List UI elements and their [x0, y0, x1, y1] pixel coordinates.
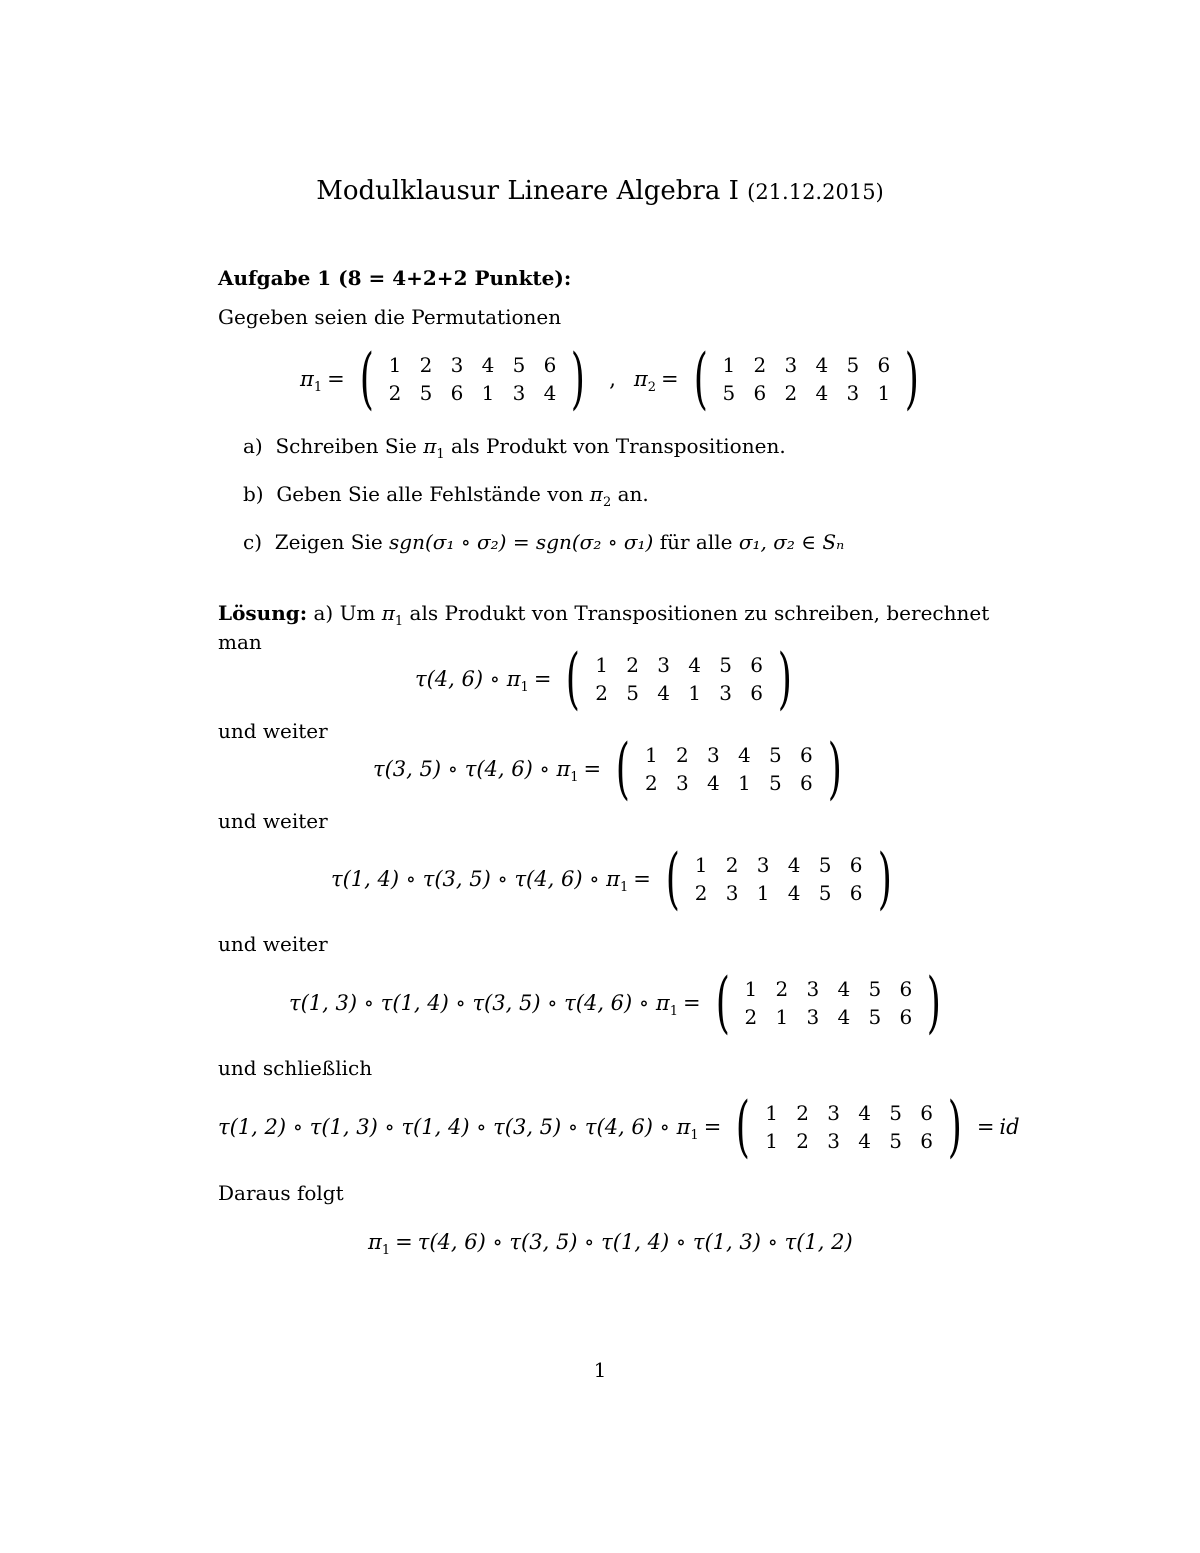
matrix-cell: 3 — [784, 353, 798, 377]
matrix-cell: 2 — [676, 743, 689, 767]
matrix-2 — [610, 730, 848, 807]
matrix-1 — [560, 640, 798, 717]
matrix-cell: 3 — [846, 381, 860, 405]
left-paren: ( — [736, 1088, 751, 1165]
matrix-cell: 6 — [849, 881, 863, 905]
matrix-cell: 3 — [707, 743, 720, 767]
right-paren: ) — [927, 964, 942, 1041]
matrix-cell: 1 — [595, 653, 609, 677]
matrix-cell: 4 — [707, 771, 720, 795]
matrix-cell: 3 — [512, 381, 526, 405]
right-paren: ) — [905, 340, 920, 417]
right-paren: ) — [827, 730, 842, 807]
matrix-cell: 6 — [899, 977, 913, 1001]
matrix-cell: 3 — [827, 1129, 840, 1153]
left-paren: ( — [566, 640, 581, 717]
matrix-cell: 2 — [725, 853, 739, 877]
page-title — [0, 176, 1200, 206]
matrix-cell: 3 — [806, 1005, 820, 1029]
title-date: (21.12.2015) — [747, 180, 884, 204]
matrix-cell: 2 — [775, 977, 789, 1001]
matrix-cell: 5 — [769, 743, 782, 767]
matrix-grid — [756, 1101, 942, 1153]
right-paren: ) — [947, 1088, 963, 1165]
matrix-cell: 1 — [645, 743, 658, 767]
matrix-cell: 2 — [388, 381, 402, 405]
matrix-cell: 5 — [719, 653, 733, 677]
matrix-cell: 3 — [756, 853, 770, 877]
equation-4: τ(1, 3) ∘ τ(1, 4) ∘ τ(3, 5) ∘ τ(4, 6) ∘ $\pi_1$ = ( 1 2 3 4 5 6 2 1 3 4 5 6 ) — [289, 970, 951, 1036]
equation-2: τ(3, 5) ∘ τ(4, 6) ∘ $\pi_1$ = ( 1 2 3 4 5 6 2 3 4 1 5 6 ) — [373, 736, 852, 802]
final-equation: $\pi_1$ = τ(4, 6) ∘ τ(3, 5) ∘ τ(1, 4) ∘ τ(1, 3) ∘ τ(1, 2) — [368, 1230, 853, 1258]
pi2-matrix — [688, 340, 926, 417]
matrix-cell: 2 — [626, 653, 640, 677]
matrix-cell: 6 — [920, 1129, 933, 1153]
matrix-cell: 1 — [694, 853, 708, 877]
matrix-grid — [636, 743, 822, 795]
matrix-cell: 6 — [849, 853, 863, 877]
solution-intro-cont: man — [218, 630, 262, 654]
separator-comma: , — [609, 367, 616, 391]
matrix-cell: 1 — [765, 1129, 778, 1153]
matrix-cell: 1 — [738, 771, 751, 795]
matrix-cell: 6 — [753, 381, 767, 405]
task-heading: Aufgabe 1 (8 = 4+2+2 Punkte): — [218, 266, 572, 290]
equation-5: τ(1, 2) ∘ τ(1, 3) ∘ τ(1, 4) ∘ τ(3, 5) ∘ τ(4, 6) ∘ $\pi_1$ = ( 1 2 3 4 5 6 1 2 3 4 5 6 ) = id — [218, 1088, 1020, 1165]
matrix-cell: 2 — [419, 353, 433, 377]
text-und-schliesslich: und schließlich — [218, 1056, 373, 1080]
matrix-cell: 4 — [858, 1129, 871, 1153]
matrix-cell: 4 — [787, 881, 801, 905]
permutation-definitions: $\pi_1$ = ( 1 2 3 4 5 6 2 5 6 1 3 4 ) , $\pi_2$ = ( 1 2 3 4 5 6 5 6 2 4 3 1 ) — [300, 346, 929, 412]
matrix-cell: 2 — [796, 1101, 809, 1125]
matrix-grid — [379, 353, 565, 405]
left-paren: ( — [665, 840, 680, 917]
task-item-c: c) Zeigen Sie sgn(σ₁ ∘ σ₂) = sgn(σ₂ ∘ σ₁) für alle σ₁, σ₂ ∈ Sₙ — [243, 530, 845, 554]
matrix-cell: 4 — [837, 977, 851, 1001]
matrix-cell: 4 — [815, 381, 829, 405]
matrix-cell: 1 — [765, 1101, 778, 1125]
matrix-cell: 4 — [815, 353, 829, 377]
right-paren: ) — [877, 840, 892, 917]
matrix-cell: 1 — [481, 381, 495, 405]
matrix-cell: 1 — [688, 681, 702, 705]
matrix-cell: 2 — [645, 771, 658, 795]
matrix-cell: 4 — [738, 743, 751, 767]
matrix-cell: 4 — [787, 853, 801, 877]
matrix-cell: 2 — [796, 1129, 809, 1153]
matrix-cell: 2 — [595, 681, 609, 705]
matrix-cell: 4 — [543, 381, 557, 405]
matrix-cell: 5 — [722, 381, 736, 405]
right-paren: ) — [777, 640, 793, 717]
matrix-cell: 3 — [719, 681, 733, 705]
matrix-cell: 6 — [543, 353, 557, 377]
matrix-cell: 5 — [626, 681, 640, 705]
text-und-weiter-3: und weiter — [218, 932, 328, 956]
left-paren: ( — [693, 340, 708, 417]
matrix-cell: 1 — [388, 353, 402, 377]
matrix-cell: 2 — [694, 881, 708, 905]
title-text: Modulklausur Lineare Algebra I — [316, 176, 739, 206]
matrix-cell: 3 — [806, 977, 820, 1001]
matrix-cell: 1 — [722, 353, 736, 377]
matrix-cell: 5 — [818, 881, 832, 905]
matrix-cell: 6 — [800, 771, 813, 795]
matrix-cell: 1 — [775, 1005, 789, 1029]
task-intro: Gegeben seien die Permutationen — [218, 305, 562, 329]
task-item-b: b) Geben Sie alle Fehlstände von $\pi_2$ an. — [243, 482, 649, 510]
matrix-cell: 1 — [744, 977, 758, 1001]
matrix-cell: 6 — [800, 743, 813, 767]
matrix-cell: 6 — [877, 353, 891, 377]
left-paren: ( — [615, 730, 631, 807]
text-und-weiter-2: und weiter — [218, 809, 328, 833]
matrix-3 — [660, 840, 898, 917]
matrix-cell: 3 — [827, 1101, 840, 1125]
matrix-cell: 5 — [846, 353, 860, 377]
matrix-cell: 3 — [450, 353, 464, 377]
matrix-cell: 6 — [750, 653, 764, 677]
matrix-cell: 5 — [818, 853, 832, 877]
matrix-cell: 4 — [481, 353, 495, 377]
matrix-cell: 1 — [756, 881, 770, 905]
left-paren: ( — [715, 964, 730, 1041]
matrix-cell: 5 — [419, 381, 433, 405]
solution-intro: Lösung: a) Um $\pi_1$ als Produkt von Transpositionen zu schreiben, berechnet — [218, 601, 990, 629]
matrix-5 — [730, 1088, 968, 1165]
page-number: 1 — [593, 1358, 607, 1382]
pi1-matrix — [354, 340, 592, 417]
matrix-cell: 4 — [657, 681, 671, 705]
matrix-cell: 3 — [676, 771, 689, 795]
matrix-cell: 5 — [868, 977, 882, 1001]
matrix-4 — [710, 964, 948, 1041]
identity-symbol: id — [999, 1115, 1020, 1139]
matrix-cell: 5 — [868, 1005, 882, 1029]
pi1-symbol: $\pi_1$ — [300, 367, 323, 395]
matrix-cell: 2 — [784, 381, 798, 405]
matrix-cell: 5 — [769, 771, 782, 795]
equation-1: τ(4, 6) ∘ $\pi_1$ = ( 1 2 3 4 5 6 2 5 4 1 3 6 ) — [415, 646, 802, 712]
matrix-cell: 5 — [512, 353, 526, 377]
matrix-cell: 3 — [725, 881, 739, 905]
matrix-cell: 4 — [688, 653, 702, 677]
right-paren: ) — [571, 340, 586, 417]
matrix-grid — [735, 977, 921, 1029]
matrix-cell: 6 — [920, 1101, 933, 1125]
matrix-cell: 2 — [744, 1005, 758, 1029]
matrix-cell: 5 — [889, 1101, 902, 1125]
matrix-grid — [713, 353, 899, 405]
matrix-cell: 6 — [899, 1005, 913, 1029]
left-paren: ( — [359, 340, 374, 417]
matrix-cell: 6 — [750, 681, 764, 705]
matrix-grid — [586, 653, 772, 705]
pi2-symbol: $\pi_2$ — [633, 367, 656, 395]
text-daraus-folgt: Daraus folgt — [218, 1181, 344, 1205]
task-item-a: a) Schreiben Sie $\pi_1$ als Produkt von Transpositionen. — [243, 434, 786, 462]
matrix-cell: 1 — [877, 381, 891, 405]
matrix-grid — [686, 853, 872, 905]
matrix-cell: 3 — [657, 653, 671, 677]
matrix-cell: 4 — [837, 1005, 851, 1029]
matrix-cell: 4 — [858, 1101, 871, 1125]
text-und-weiter-1: und weiter — [218, 719, 328, 743]
matrix-cell: 2 — [753, 353, 767, 377]
matrix-cell: 6 — [450, 381, 464, 405]
matrix-cell: 5 — [889, 1129, 902, 1153]
equation-3: τ(1, 4) ∘ τ(3, 5) ∘ τ(4, 6) ∘ $\pi_1$ = ( 1 2 3 4 5 6 2 3 1 4 5 6 ) — [331, 846, 901, 912]
